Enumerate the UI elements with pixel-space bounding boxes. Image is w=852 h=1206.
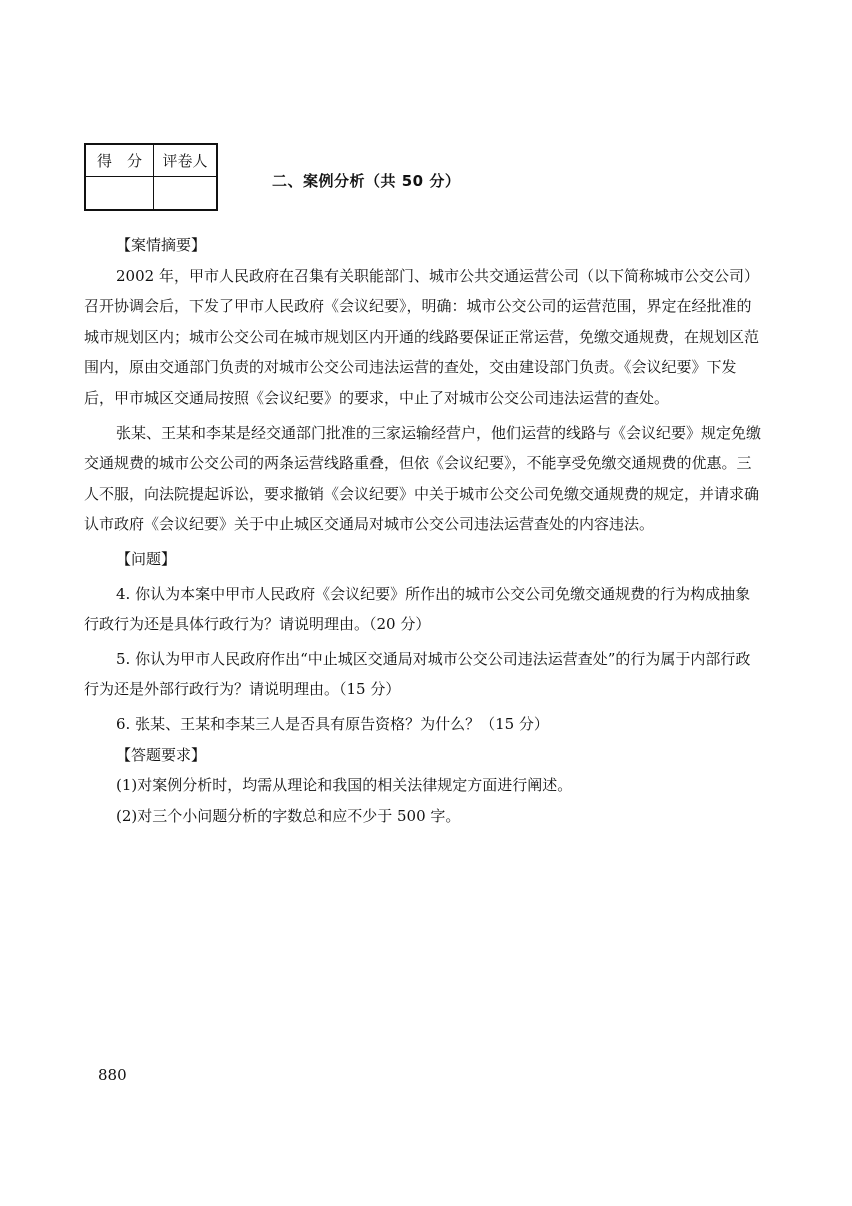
question-4: 4. 你认为本案中甲市人民政府《会议纪要》所作出的城市公交公司免缴交通规费的行为构成抽象行政行为还是具体行政行为？请说明理由。（20 分） bbox=[84, 584, 751, 634]
document-body bbox=[84, 230, 764, 831]
grader-input-cell bbox=[154, 177, 216, 209]
case-summary-heading: 【案情摘要】 bbox=[116, 236, 207, 254]
case-paragraph-1: 2002 年，甲市人民政府在召集有关职能部门、城市公共交通运营公司（以下简称城市公交公司）召开协调会后，下发了甲市人民政府《会议纪要》，明确：城市公交公司的运营范围，界定在经批准的城市规划区内；城市公交公司在城市规划区内开通的线路要保证正常运营，免缴交通规费，在规划区范围内，原由交通部门负责的对城市公交公司违法运营的查处，交由建设部门负责。《会议纪要》下发后，甲市城区交通局按照《会议纪要》的要求，中止了对城市公交公司违法运营的查处。 bbox=[84, 266, 760, 407]
questions-heading: 【问题】 bbox=[116, 549, 177, 568]
case-paragraph-2: 张某、王某和李某是经交通部门批准的三家运输经营户，他们运营的线路与《会议纪要》规定免缴交通规费的城市公交公司的两条运营线路重叠，但依《会议纪要》，不能享受免缴交通规费的优惠。三人不服，向法院提起诉讼，要求撤销《会议纪要》中关于城市公交公司免缴交通规费的规定，并请求确认市政府《会议纪要》关于中止城区交通局对城市公交公司违法运营查处的内容违法。 bbox=[84, 423, 762, 534]
requirement-2: (2)对三个小问题分析的字数总和应不少于 500 字。 bbox=[116, 806, 461, 825]
page-number: 880 bbox=[98, 1066, 127, 1084]
section-title: 二、案例分析（共 50 分） bbox=[272, 172, 461, 190]
requirement-1: (1)对案例分析时，均需从理论和我国的相关法律规定方面进行阐述。 bbox=[116, 776, 573, 795]
score-label: 得 分 bbox=[86, 145, 154, 177]
requirements-heading: 【答题要求】 bbox=[116, 745, 207, 764]
question-5: 5. 你认为甲市人民政府作出“中止城区交通局对城市公交公司违法运营查处”的行为属于内部行政行为还是外部行政行为？请说明理由。（15 分） bbox=[84, 649, 751, 699]
grader-label: 评卷人 bbox=[154, 145, 216, 177]
score-table bbox=[84, 143, 218, 211]
score-input-cell bbox=[86, 177, 154, 209]
question-6: 6. 张某、王某和李某三人是否具有原告资格？为什么？（15 分） bbox=[116, 714, 549, 733]
